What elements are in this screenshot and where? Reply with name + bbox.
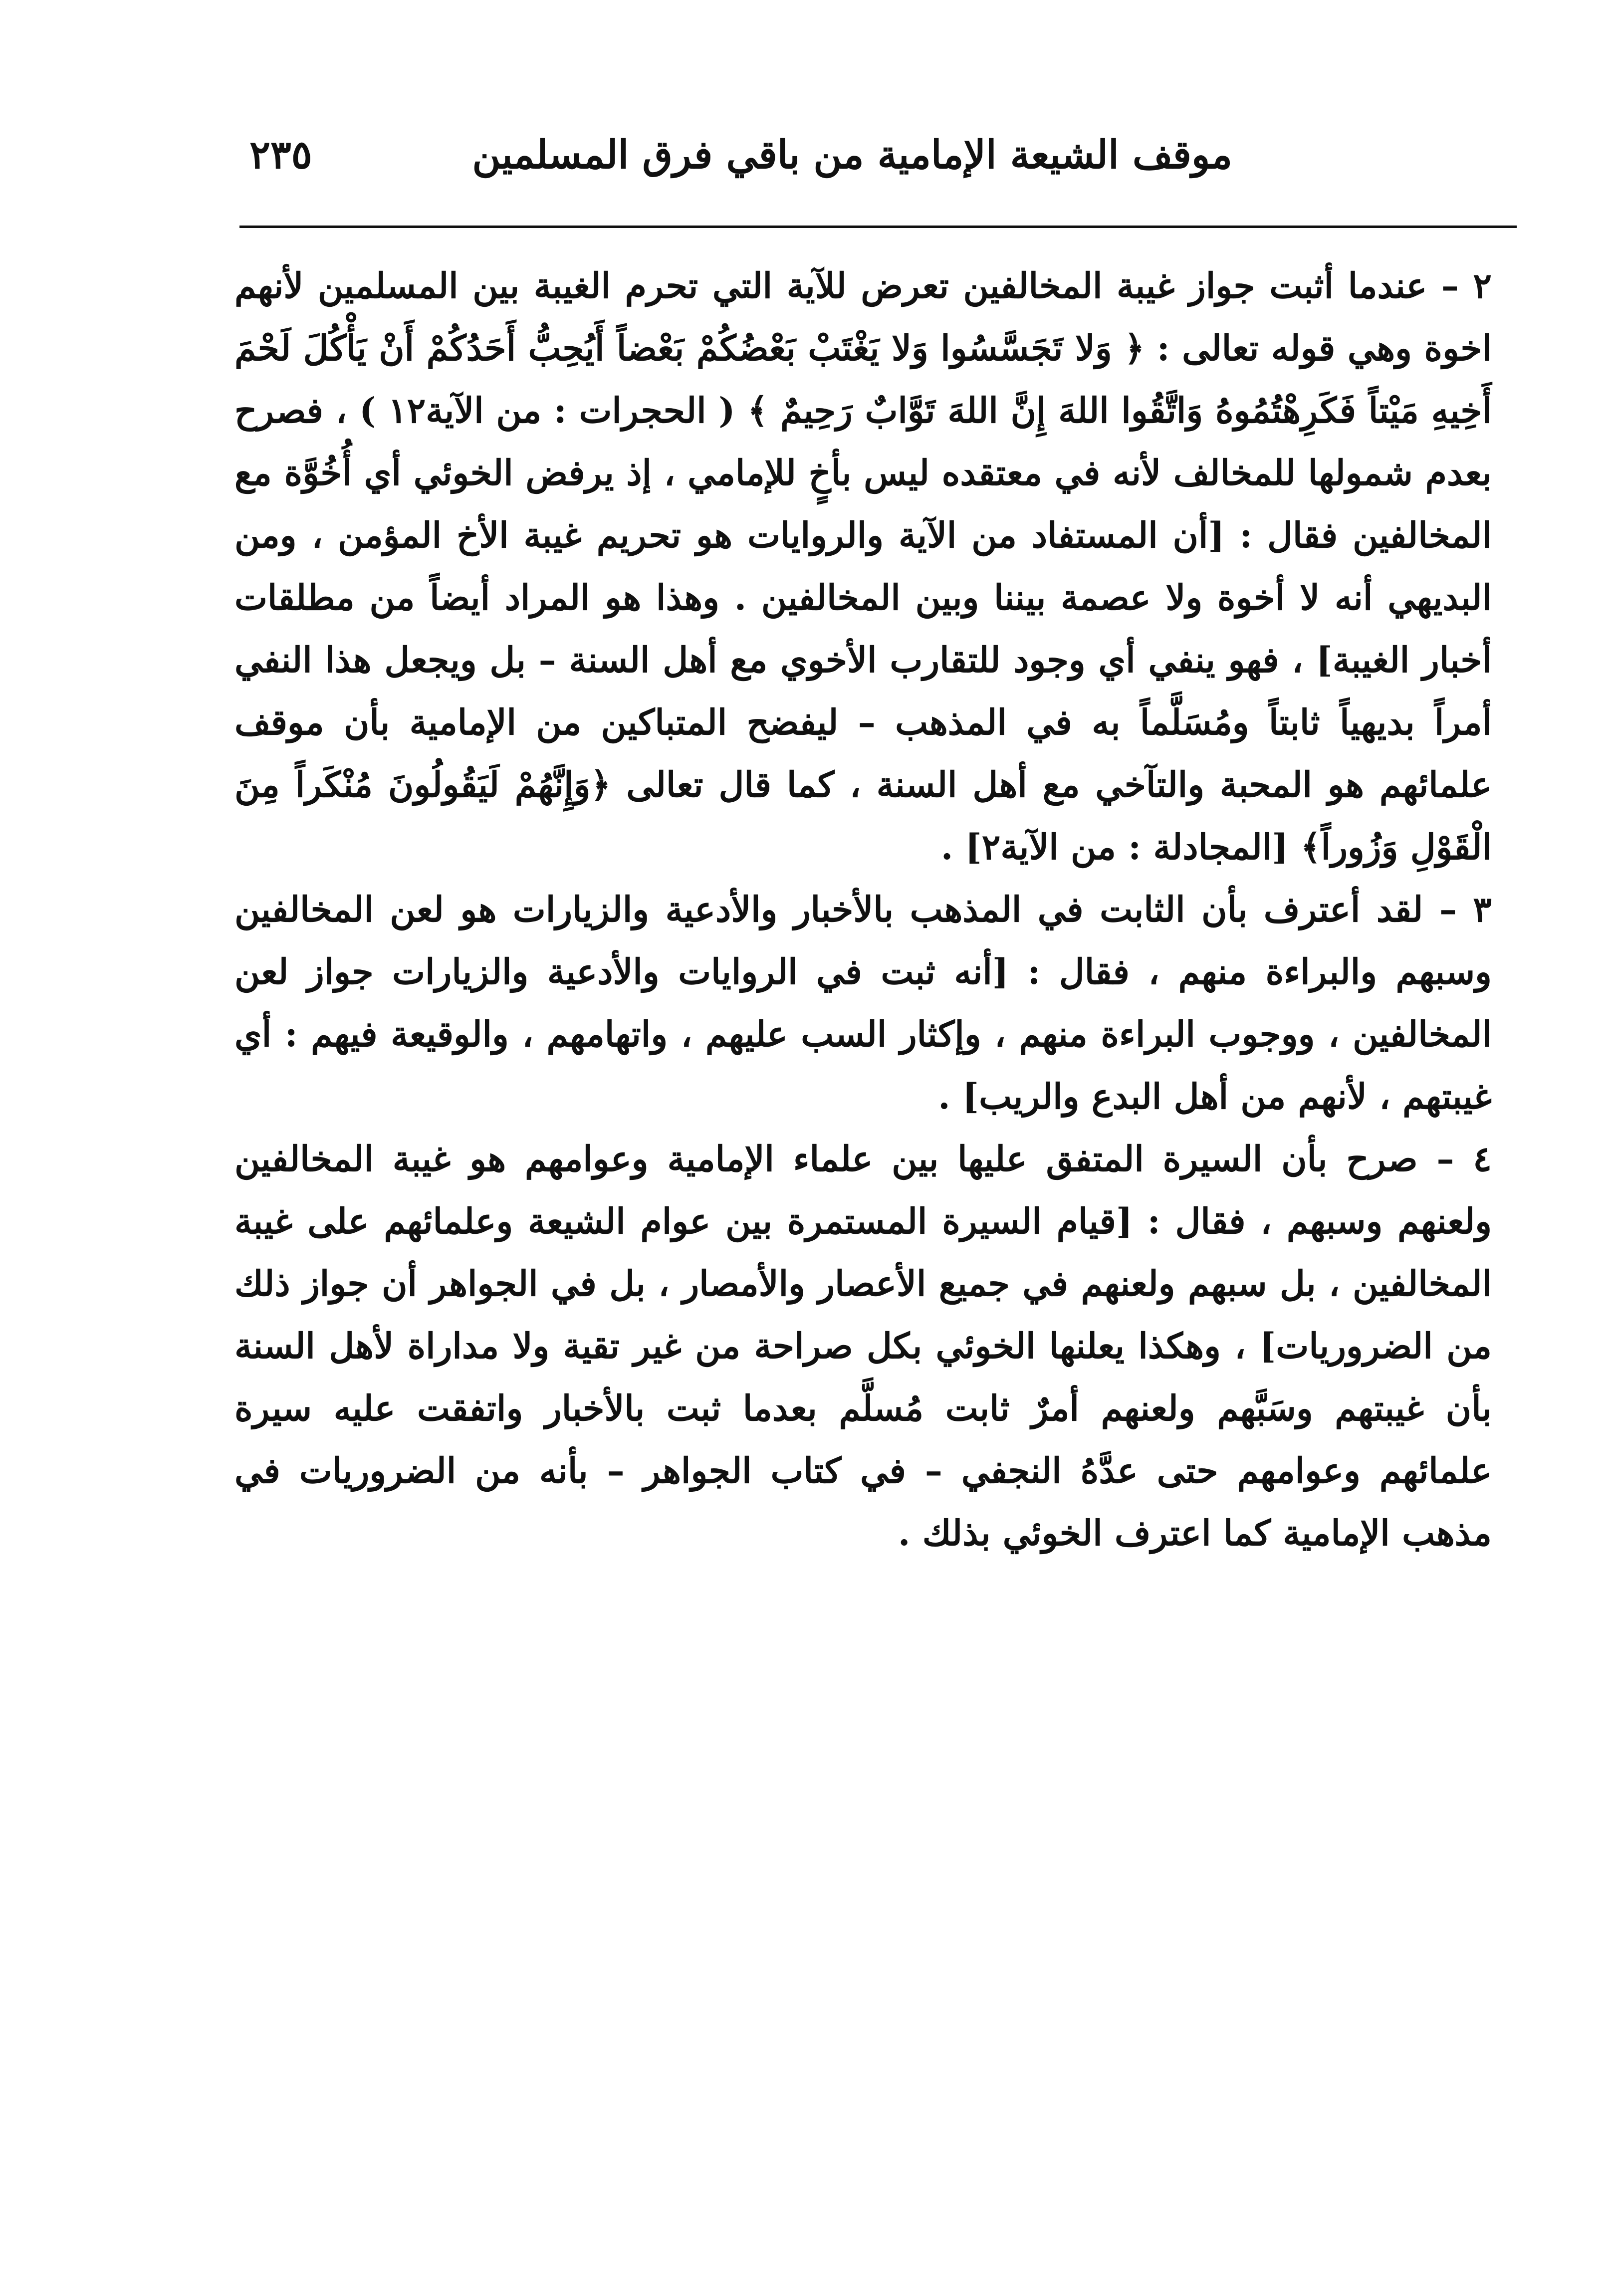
- page-body: [234, 254, 1492, 1564]
- paragraph-4: ٤ – صرح بأن السيرة المتفق عليها بين علماء الإمامية وعوامهم هو غيبة المخالفين ولعنهم وسبهم ، فقال : [قيام السيرة المستمرة بين عوام الشيعة وعلمائهم على غيبة المخالفين ، بل سبهم ولعنهم في جميع الأعصار والأمصار ، بل في الجواهر أن جواز ذلك من الضروريات] ، وهكذا يعلنها الخوئي بكل صراحة من غير تقية ولا مداراة لأهل السنة بأن غيبتهم وسَبَّهم ولعنهم أمرٌ ثابت مُسلَّم بعدما ثبت بالأخبار واتفقت عليه سيرة علمائهم وعوامهم حتى عدَّهُ النجفي – في كتاب الجواهر – بأنه من الضروريات في مذهب الإمامية كما اعترف الخوئي بذلك .: [234, 1138, 1492, 1554]
- header-divider: [239, 226, 1517, 228]
- paragraph-2: ٢ – عندما أثبت جواز غيبة المخالفين تعرض للآية التي تحرم الغيبة بين المسلمين لأنهم اخوة وهي قوله تعالى : ﴿ وَلا تَجَسَّسُوا وَلا يَغْتَبْ بَعْضُكُمْ بَعْضاً أَيُحِبُّ أَحَدُكُمْ أَنْ يَأْكُلَ لَحْمَ أَخِيهِ مَيْتاً فَكَرِهْتُمُوهُ وَاتَّقُوا اللهَ إِنَّ اللهَ تَوَّابٌ رَحِيمٌ ﴾ ( الحجرات : من الآية١٢ ) ، فصرح بعدم شمولها للمخالف لأنه في معتقده ليس بأخٍ للإمامي ، إذ يرفض الخوئي أي أُخُوَّة مع المخالفين فقال : [أن المستفاد من الآية والروايات هو تحريم غيبة الأخ المؤمن ، ومن البديهي أنه لا أخوة ولا عصمة بيننا وبين المخالفين . وهذا هو المراد أيضاً من مطلقات أخبار الغيبة] ، فهو ينفي أي وجود للتقارب الأخوي مع أهل السنة – بل ويجعل هذا النفي أمراً بديهياً ثابتاً ومُسَلَّماً به في المذهب – ليفضح المتباكين من الإمامية بأن موقف علمائهم هو المحبة والتآخي مع أهل السنة ، كما قال تعالى ﴿وَإِنَّهُمْ لَيَقُولُونَ مُنْكَراً مِنَ الْقَوْلِ وَزُوراً﴾ [المجادلة : من الآية٢] .: [234, 265, 1492, 868]
- header-title: موقف الشيعة الإمامية من باقي فرق المسلمين: [472, 132, 1232, 178]
- running-header: [249, 120, 1512, 190]
- page-number: ٢٣٥: [249, 132, 312, 178]
- paragraph-3: ٣ – لقد أعترف بأن الثابت في المذهب بالأخبار والأدعية والزيارات هو لعن المخالفين وسبهم والبراءة منهم ، فقال : [أنه ثبت في الروايات والأدعية والزيارات جواز لعن المخالفين ، ووجوب البراءة منهم ، وإكثار السب عليهم ، واتهامهم ، والوقيعة فيهم : أي غيبتهم ، لأنهم من أهل البدع والريب] .: [234, 889, 1492, 1117]
